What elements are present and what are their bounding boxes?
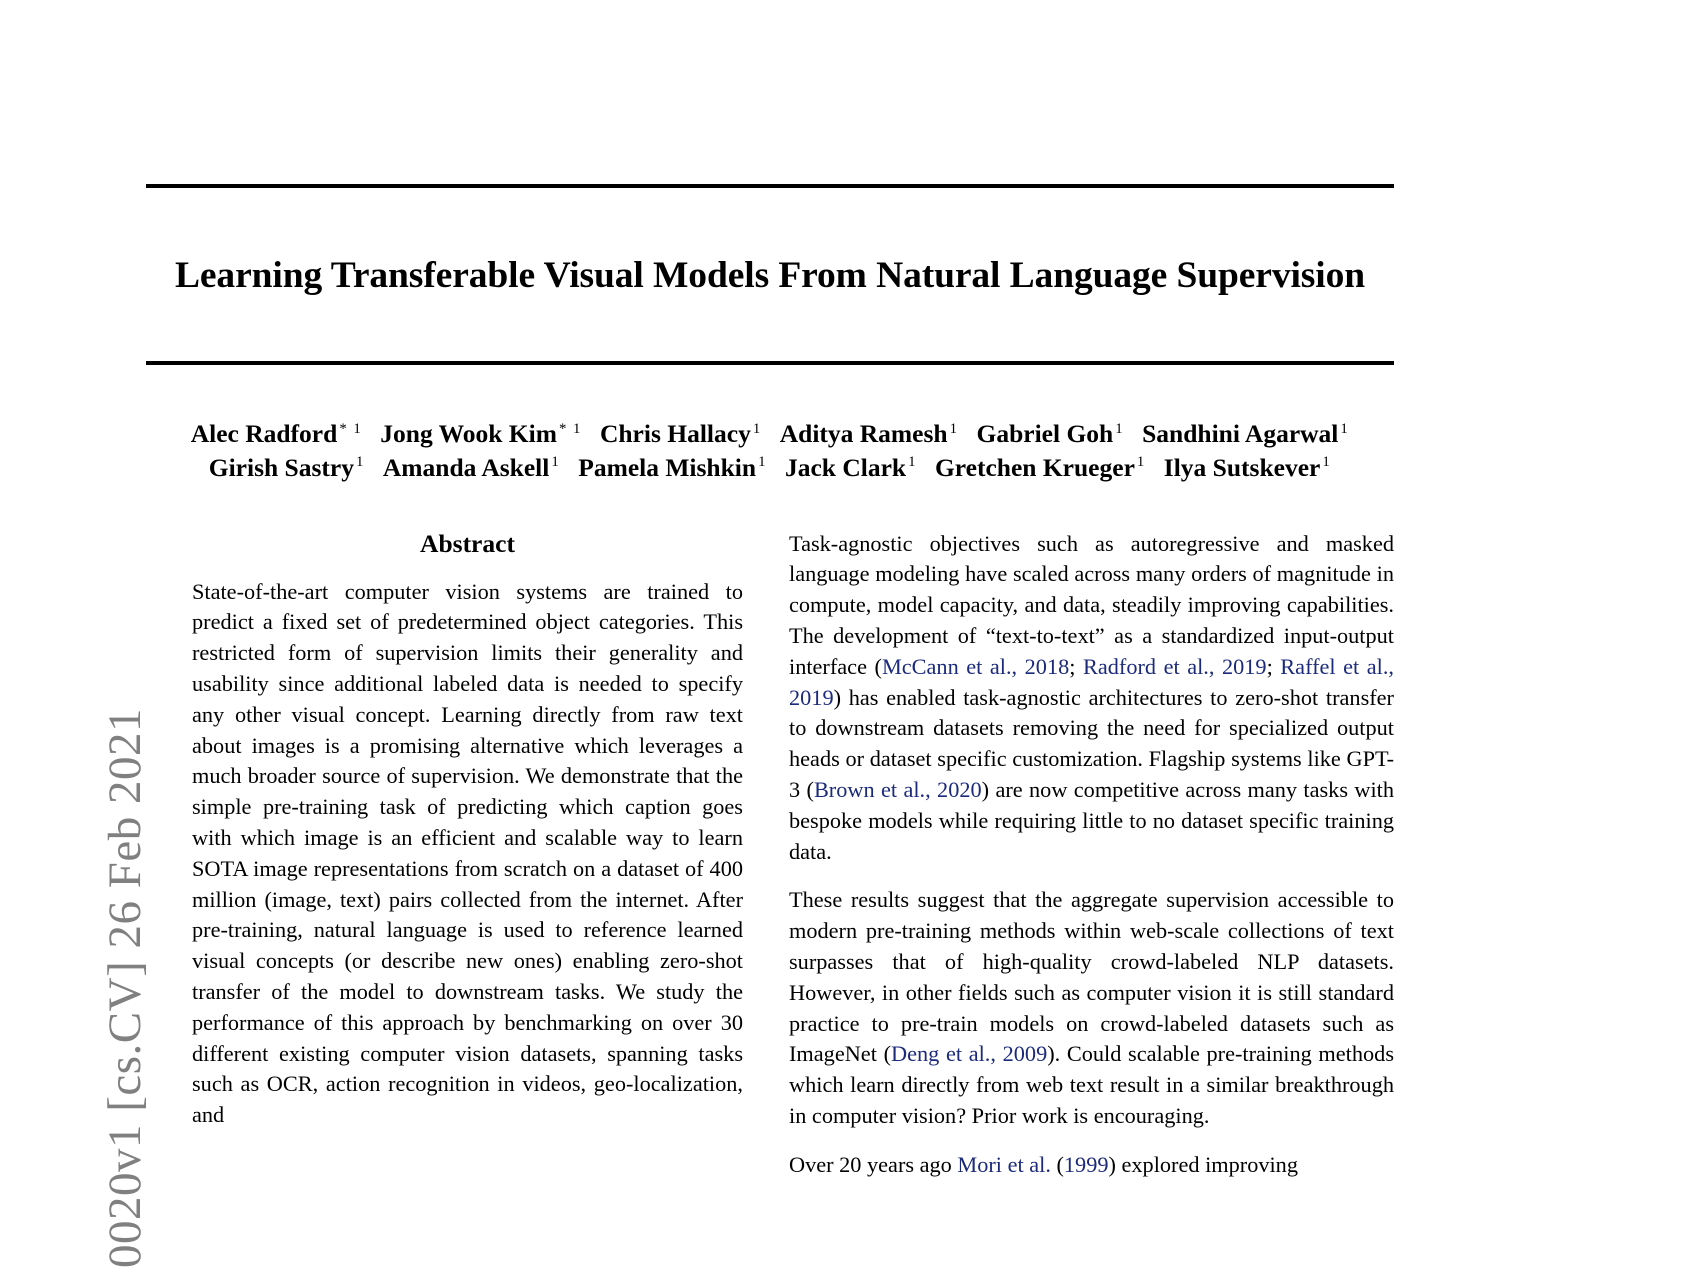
- intro-p1-sep-1: ;: [1069, 653, 1083, 679]
- author-name: Alec Radford: [190, 419, 338, 449]
- author-affiliation-marker: 1: [1340, 420, 1350, 437]
- author-affiliation-marker: 1: [1115, 420, 1125, 437]
- author-affiliation-marker: * 1: [558, 420, 582, 437]
- author-name: Chris Hallacy: [599, 419, 751, 449]
- author-name: Ilya Sutskever: [1163, 452, 1321, 482]
- intro-p2-text-b: ). Could scalable pre-training methods which learn directly from web text result in a similar breakthrough in computer vision? Prior work is encouraging.: [789, 1041, 1394, 1128]
- citation-link-raffel-2019[interactable]: Raffel et al., 2019: [789, 653, 1394, 710]
- author-affiliation-marker: 1: [551, 454, 561, 471]
- author-affiliation-marker: 1: [1322, 454, 1332, 471]
- author-affiliation-marker: 1: [758, 454, 767, 471]
- author-name: Aditya Ramesh: [779, 419, 948, 449]
- intro-paragraph-3: [789, 1150, 1394, 1181]
- author-affiliation-marker: 1: [949, 420, 959, 437]
- left-column: [146, 529, 743, 1181]
- author-entry: [380, 417, 582, 451]
- author-name: Pamela Mishkin: [578, 452, 757, 482]
- paper-page: [146, 0, 1394, 1275]
- author-affiliation-marker: 1: [355, 454, 365, 471]
- right-column: [789, 529, 1394, 1181]
- intro-p2-text-a: These results suggest that the aggregate supervision accessible to modern pre-training methods within web-scale collections of text surpasses that of high-quality crowd-labeled NLP datasets. However, in other fields such as computer vision it is still standard practice to pre-train models on crowd-labeled datasets such as ImageNet (: [789, 887, 1394, 1067]
- two-column-body: [146, 485, 1394, 1181]
- page-title: Learning Transferable Visual Models From Natural Language Supervision: [174, 255, 1366, 297]
- author-name: Sandhini Agarwal: [1142, 419, 1339, 449]
- intro-p3-text-a: Over 20 years ago: [789, 1151, 958, 1177]
- intro-p1-text-c: ) are now competitive across many tasks with bespoke models while requiring little to no dataset specific training data.: [789, 776, 1394, 864]
- intro-p1-text-b: ) has enabled task-agnostic architectures to zero-shot transfer to downstream datasets removing the need for specialized output heads or dataset specific customization. Flagship systems like GPT-3 (: [789, 684, 1394, 802]
- citation-link-mori[interactable]: Mori et al.: [957, 1151, 1051, 1177]
- author-entry: [578, 451, 767, 485]
- author-name: Gabriel Goh: [976, 419, 1114, 449]
- arxiv-stamp: [0, 0, 151, 1275]
- author-entry: [209, 451, 365, 485]
- author-name: Girish Sastry: [208, 452, 354, 482]
- citation-link-mccann-2018[interactable]: McCann et al., 2018: [881, 653, 1070, 679]
- author-entry: [191, 417, 363, 451]
- citation-link-radford-2019[interactable]: Radford et al., 2019: [1082, 653, 1267, 679]
- author-entry: [780, 417, 959, 451]
- author-entry: [1164, 451, 1331, 485]
- author-entry: [935, 451, 1146, 485]
- author-entry: [383, 451, 560, 485]
- intro-paragraph-1: [789, 529, 1394, 868]
- author-row-2: [146, 451, 1394, 485]
- author-affiliation-marker: 1: [1136, 454, 1146, 471]
- author-name: Jong Wook Kim: [380, 419, 557, 449]
- author-affiliation-marker: * 1: [339, 420, 363, 437]
- author-row-1: [146, 417, 1394, 451]
- title-rule-top: [146, 184, 1394, 188]
- author-entry: [785, 451, 917, 485]
- citation-link-brown-2020[interactable]: Brown et al., 2020: [813, 776, 982, 802]
- intro-p3-text-b: (: [1050, 1151, 1064, 1177]
- author-list: [146, 365, 1394, 484]
- abstract-heading: Abstract: [420, 528, 515, 558]
- intro-p1-text-a: Task-agnostic objectives such as autoregressive and masked language modeling have scaled across many orders of magnitude in compute, model capacity, and data, steadily improving capabilities. The development of “text-to-text” as a standardized input-output interface (: [789, 530, 1394, 679]
- author-entry: [977, 417, 1125, 451]
- citation-link-mori-1999[interactable]: 1999: [1063, 1151, 1109, 1177]
- arxiv-identifier-text: 0020v1 [cs.CV] 26 Feb 2021: [99, 708, 151, 1268]
- abstract-text: State-of-the-art computer vision systems are trained to predict a fixed set of predetermined object categories. This restricted form of supervision limits their generality and usability since additional labeled data is needed to specify any other visual concept. Learning directly from raw text about images is a promising alternative which leverages a much broader source of supervision. We demonstrate that the simple pre-training task of predicting which caption goes with which image is an efficient and scalable way to learn SOTA image representations from scratch on a dataset of 400 million (image, text) pairs collected from the internet. After pre-training, natural language is used to reference learned visual concepts (or describe new ones) enabling zero-shot transfer of the model to downstream tasks. We study the performance of this approach by benchmarking on over 30 different existing computer vision datasets, spanning tasks such as OCR, action recognition in videos, geo-localization, and: [192, 578, 743, 1128]
- author-entry: [600, 417, 762, 451]
- author-affiliation-marker: 1: [908, 454, 917, 471]
- intro-p1-sep-2: ;: [1266, 653, 1281, 679]
- author-name: Gretchen Krueger: [934, 452, 1135, 482]
- intro-paragraph-2: [789, 885, 1394, 1131]
- author-affiliation-marker: 1: [752, 420, 762, 437]
- citation-link-deng-2009[interactable]: Deng et al., 2009: [891, 1041, 1048, 1067]
- author-entry: [1142, 417, 1349, 451]
- author-name: Amanda Askell: [382, 452, 550, 482]
- author-name: Jack Clark: [784, 452, 907, 482]
- intro-p3-text-c: ) explored improving: [1108, 1151, 1298, 1177]
